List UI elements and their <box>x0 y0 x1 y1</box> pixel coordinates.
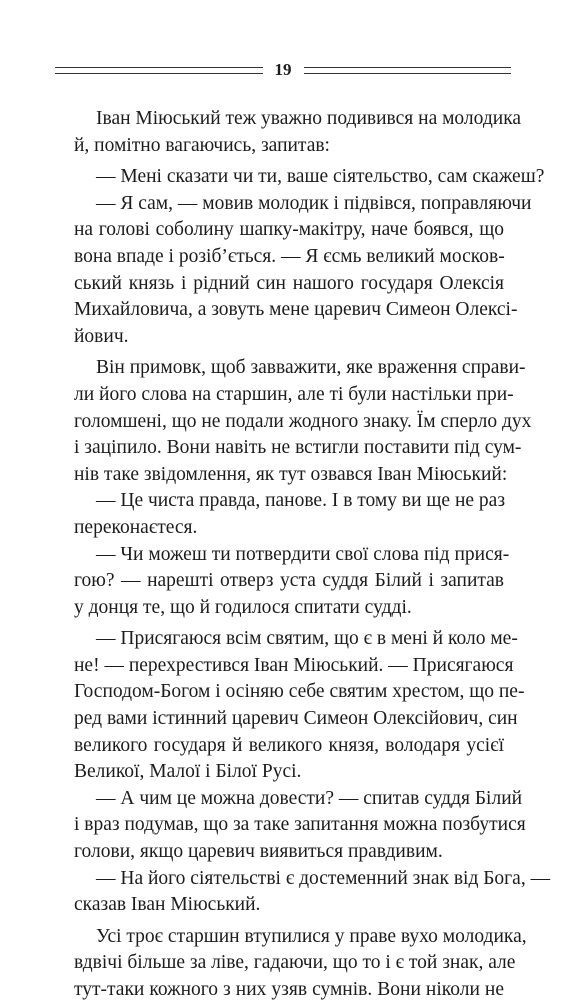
text-line: — Я сам, — мовив молодик і підвівся, поправляючи <box>96 192 532 214</box>
text-line: переконаєтеся. <box>74 516 198 538</box>
paragraph <box>74 355 532 488</box>
paragraph <box>74 542 510 622</box>
page-number: 19 <box>274 60 292 79</box>
text-line: ли його слова на старшин, але ті були настільки при- <box>74 383 514 405</box>
text-line: — Це чиста правда, панове. І в тому ви ще не раз <box>96 490 506 512</box>
text-line: — Мені сказати чи ти, ваше сіятельство, сам скажеш? <box>96 166 545 188</box>
paragraph <box>74 924 527 1004</box>
text-line: — А чим це можна довести? — спитав суддя Білий <box>96 787 523 809</box>
text-line: Великої, Малої і Білої Русі. <box>74 761 302 783</box>
text-line: сказав Іван Міюський. <box>74 894 261 916</box>
text-line: Він примовк, щоб завважити, яке враження справи- <box>96 357 526 379</box>
text-line: у донця те, що й годилося спитати судді. <box>74 596 412 618</box>
paragraph <box>74 164 545 191</box>
paragraph <box>74 106 522 159</box>
text-line: ський князь і рідний син нашого государя Олексія <box>74 272 504 294</box>
text-line: — На його сіятельстві є достеменний знак від Бога, — <box>96 867 551 889</box>
text-line: Іван Міюський теж уважно подивився на молодика <box>96 108 522 129</box>
text-line: гою? — нарешті отверз уста суддя Білий і запитав <box>74 570 504 592</box>
text-line: вдвічі більше за ліве, гадаючи, що то і є той знак, але <box>74 952 516 974</box>
text-line: і заціпило. Вони навіть не встигли поставити під сум- <box>74 437 522 459</box>
paragraph <box>74 786 526 866</box>
text-line: Господом-Богом і осіняю себе святим хрестом, що пе- <box>74 681 525 703</box>
text-line: голови, якщо царевич виявиться правдивим. <box>74 841 443 863</box>
text-line: голомшені, що не подали жодного знаку. Їм сперло дух <box>74 410 532 432</box>
text-line: і враз подумав, що за таке запитання можна позбутися <box>74 814 526 836</box>
text-line: вона впаде і розіб’ється. — Я єсмь великий москов- <box>74 245 505 267</box>
header-rule-left <box>55 67 263 74</box>
text-line: великого государя й великого князя, володаря усієї <box>74 734 504 756</box>
paragraph <box>74 866 551 919</box>
text-line: й, помітно вагаючись, запитав: <box>74 134 330 156</box>
text-line: ред вами істинний царевич Симеон Олексійович, син <box>74 708 518 730</box>
paragraph <box>74 191 532 351</box>
body-text <box>74 106 551 1004</box>
running-header <box>55 58 511 82</box>
header-rule-right <box>304 67 512 74</box>
text-line: не! — перехрестився Іван Міюський. — Присягаюся <box>74 654 514 676</box>
text-line: Михайловича, а зовуть мене царевич Симеон Олексі- <box>74 299 518 321</box>
text-line: Усі троє старшин втупилися у праве вухо молодика, <box>96 925 527 947</box>
text-line: — Присягаюся всім святим, що є в мені й коло ме- <box>96 628 518 650</box>
text-line: нів таке звідомлення, як тут озвався Іван Міюський: <box>74 463 508 485</box>
text-line: тут-таки кожного з них узяв сумнів. Вони ніколи не <box>74 979 504 1000</box>
paragraph <box>74 626 525 786</box>
text-line: на голові соболину шапку-макітру, наче боявся, що <box>74 219 504 241</box>
paragraph <box>74 488 504 541</box>
text-line: йович. <box>74 325 129 347</box>
text-line: — Чи можеш ти потвердити свої слова під прися- <box>96 543 510 565</box>
